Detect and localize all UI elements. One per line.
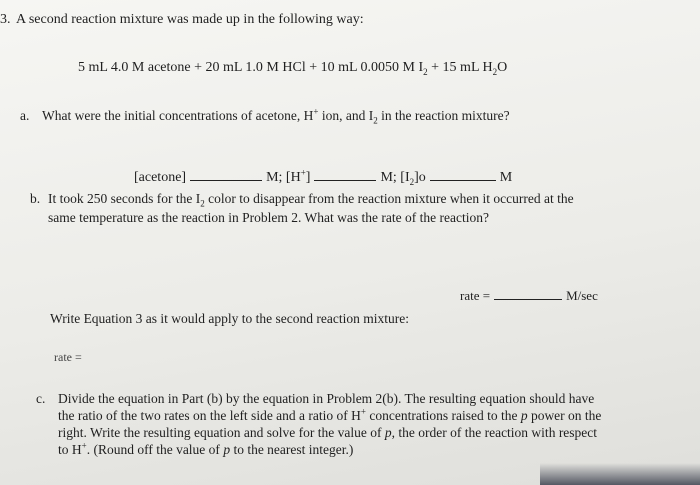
photo-shadow xyxy=(540,463,700,485)
part-c-line-1: Divide the equation in Part (b) by the equation in Problem 2(b). The resulting equation should have xyxy=(58,391,595,406)
question-intro: A second reaction mixture was made up in the following way: xyxy=(16,12,364,27)
rate-unit: M/sec xyxy=(566,288,598,303)
h-ion-answer-blank[interactable] xyxy=(314,168,376,181)
acetone-label: [acetone] xyxy=(134,170,187,185)
part-a-q1-sup: + xyxy=(313,106,319,117)
mixture-sub-2: 2 xyxy=(492,66,498,77)
part-a-q2: ion, and I xyxy=(318,108,374,123)
part-c-line-2: the ratio of the two rates on the left side and a ratio of H+ concentrations raised to the p power on the xyxy=(58,406,602,423)
part-b-line-2: same temperature as the reaction in Problem 2. What was the rate of the reaction? xyxy=(48,210,489,225)
mixture-composition xyxy=(78,60,507,76)
part-b-letter: b. xyxy=(30,191,41,206)
h-ion-label: M; [H+] xyxy=(266,167,311,185)
part-a-q3: in the reaction mixture? xyxy=(377,108,510,123)
acetone-answer-blank[interactable] xyxy=(190,168,262,181)
molar-unit-label: M xyxy=(499,170,513,185)
mixture-part-2: + 15 mL H xyxy=(427,60,493,75)
mixture-part-1: 5 mL 4.0 M acetone + 20 mL 1.0 M HCl + 10 mL 0.0050 M I xyxy=(78,60,424,75)
rate-answer-row xyxy=(460,287,598,304)
iodine-answer-blank[interactable] xyxy=(430,168,496,181)
part-c-line-4: to H+. (Round off the value of p to the nearest integer.) xyxy=(58,440,354,457)
part-b-line-1: It took 250 seconds for the $I_2$ color to disappear from the reaction mixture when it occurred at the xyxy=(48,191,574,209)
rate-answer-blank[interactable] xyxy=(494,287,562,300)
mixture-sub-1: 2 xyxy=(423,66,428,77)
part-c-line-3: right. Write the resulting equation and solve for the value of p, the order of the reaction with respect xyxy=(58,425,598,440)
write-equation-prompt: Write Equation 3 as it would apply to the second reaction mixture: xyxy=(50,311,409,326)
mixture-part-3: O xyxy=(497,60,508,75)
part-a-answer-blanks xyxy=(134,168,512,186)
iodine-label: M; $[I_2]o$ xyxy=(380,170,426,187)
question-number: 3. xyxy=(0,12,11,27)
rate-label: rate = xyxy=(460,288,491,303)
part-c-letter: c. xyxy=(36,391,46,406)
rate-equation-label: rate = xyxy=(54,350,82,364)
part-a-question xyxy=(42,108,510,124)
part-a-q2-sub: 2 xyxy=(373,115,378,126)
part-a-q1: What were the initial concentrations of acetone, H xyxy=(42,108,314,123)
part-a-letter: a. xyxy=(20,108,30,123)
